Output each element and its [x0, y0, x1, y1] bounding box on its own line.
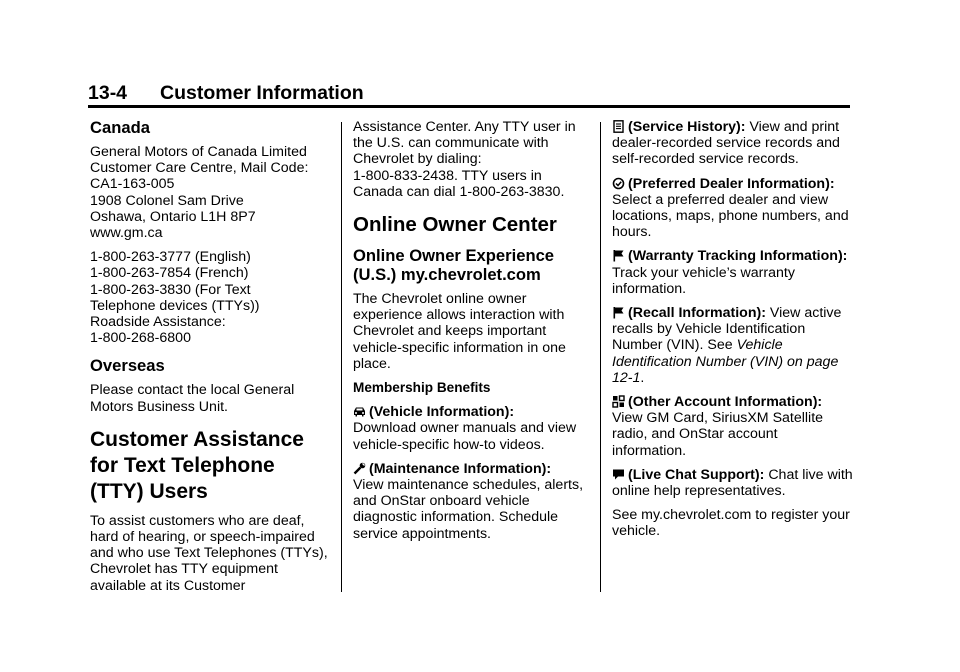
column-2 [353, 119, 595, 550]
account-icon [612, 395, 625, 408]
recall-text: View active recalls by Vehicle Identification Number (VIN). See [612, 305, 842, 354]
service-history-item [612, 119, 854, 168]
live-chat-item [612, 467, 854, 499]
vin-reference: Vehicle Identification Number (VIN) on page 12-1 [612, 337, 839, 386]
other-account-text: View GM Card, SiriusXM Satellite radio, and OnStar account information. [612, 410, 824, 459]
page-number: 13-4 [88, 82, 128, 104]
vehicle-info-label: (Vehicle Information): [369, 404, 515, 421]
benefits-heading: Membership Benefits [353, 380, 491, 396]
experience-text: The Chevrolet online owner experience allows interaction with Chevrolet and keeps important vehicle-specific information in one place. [353, 291, 566, 372]
document-icon [612, 120, 625, 133]
recall-item [612, 305, 854, 386]
overseas-text: Please contact the local General Motors Business Unit. [90, 382, 295, 415]
service-history-label: (Service History): [628, 119, 746, 135]
recall-label: (Recall Information): [628, 305, 766, 322]
other-account-item [612, 394, 854, 459]
online-owner-heading: Online Owner Center [353, 213, 557, 237]
chat-bubble-icon [612, 468, 625, 481]
experience-heading: Online Owner Experience (U.S.) my.chevrolet.com [353, 246, 555, 285]
warranty-text: Track your vehicle’s warranty information. [612, 264, 795, 297]
flag-icon [612, 306, 625, 319]
flag-icon [612, 249, 625, 262]
canada-heading: Canada [90, 118, 150, 137]
canada-phones: 1-800-263-3777 (English) 1-800-263-7854 (French) 1-800-263-3830 (For Text Telephone devices (TTYs)) Roadside Assistance: 1-800-268-6800 [90, 249, 260, 347]
tty-continued: Assistance Center. Any TTY user in the U.S. can communicate with Chevrolet by dialing: 1-800-833-2438. TTY users in Canada can dial 1-800-263-3830. [353, 119, 576, 200]
column-1 [90, 118, 332, 602]
preferred-dealer-label: (Preferred Dealer Information): [628, 175, 835, 192]
tty-heading: Customer Assistance for Text Telephone (TTY) Users [90, 427, 304, 503]
wrench-icon [353, 462, 366, 475]
car-icon [353, 405, 366, 418]
maintenance-label: (Maintenance Information): [369, 460, 552, 477]
vehicle-info-item [353, 404, 595, 453]
column-divider [341, 122, 342, 592]
recall-end: . [640, 369, 645, 386]
column-divider [600, 122, 601, 592]
live-chat-text: Chat live with online help representatives. [612, 466, 853, 500]
overseas-heading: Overseas [90, 356, 165, 376]
vehicle-info-text: Download owner manuals and view vehicle-specific how-to videos. [353, 420, 577, 453]
canada-address: General Motors of Canada Limited Customer Care Centre, Mail Code: CA1-163-005 1908 Colonel Sam Drive Oshawa, Ontario L1H 8P7 www.gm.ca [90, 144, 309, 242]
maintenance-text: View maintenance schedules, alerts, and OnStar onboard vehicle diagnostic information. Schedule service appointments. [353, 477, 584, 542]
service-history-text: View and print dealer-recorded service records and self-recorded service records. [612, 119, 840, 168]
section-title: Customer Information [160, 82, 364, 104]
warranty-label: (Warranty Tracking Information): [628, 248, 848, 265]
tty-text: To assist customers who are deaf, hard of hearing, or speech-impaired and who use Text Telephones (TTYs), Chevrolet has TTY equipment available at its Customer [90, 512, 328, 594]
register-text: See my.chevrolet.com to register your vehicle. [612, 507, 850, 540]
dealer-badge-icon [612, 177, 625, 190]
header-rule [88, 105, 850, 108]
preferred-dealer-text: Select a preferred dealer and view locations, maps, phone numbers, and hours. [612, 191, 849, 241]
other-account-label: (Other Account Information): [628, 394, 823, 411]
maintenance-item [353, 461, 595, 542]
live-chat-label: (Live Chat Support): [628, 466, 765, 483]
column-3 [612, 119, 854, 548]
warranty-item [612, 248, 854, 297]
preferred-dealer-item [612, 176, 854, 241]
